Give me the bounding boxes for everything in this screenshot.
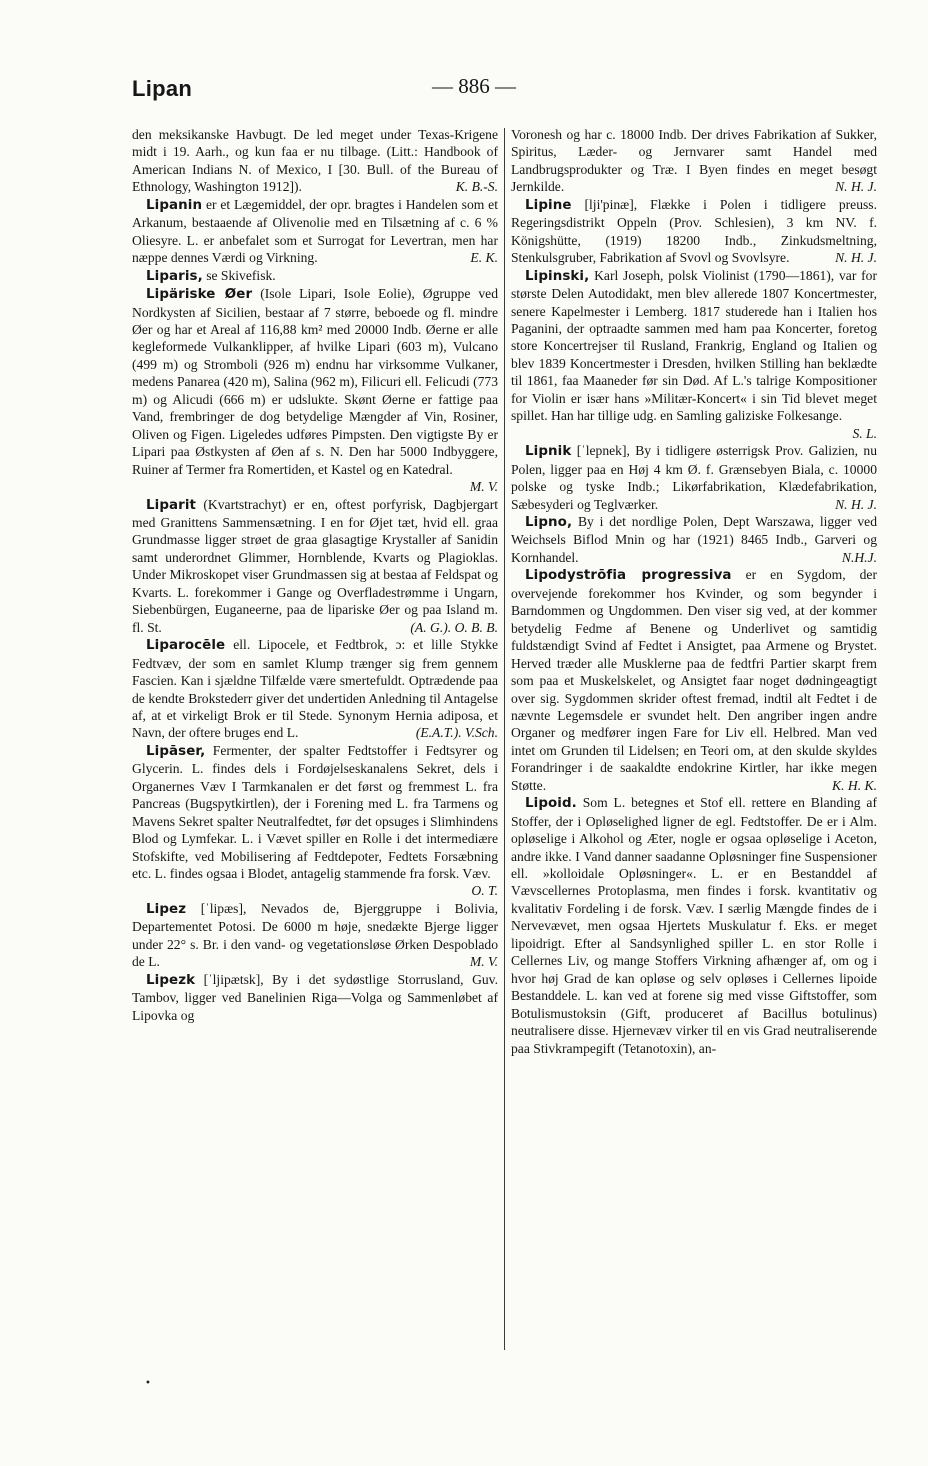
dictionary-entry (132, 196, 498, 267)
entry-signature: N. H. J. (835, 179, 877, 195)
entry-headword: Lipno, (525, 514, 573, 530)
dictionary-entry (132, 126, 498, 196)
dictionary-entry (132, 267, 498, 285)
entry-signature: S. L. (852, 425, 877, 441)
entry-signature: N. H. J. (835, 496, 877, 512)
entry-signature: (E.A.T.). V.Sch. (415, 725, 498, 741)
entry-headword: Lipoid. (525, 796, 577, 812)
entry-text: Karl Joseph, polsk Violinist (1790—1861), var for største Delen Autodidakt, men blev allerede 1807 Koncertmester, senere Kapelmester i Lemberg. 1817 studerede han i Italien hos Paganini, der optraadte sammen med ham paa Koncerter, foretog store Koncertrejser til Rusland, Frankrig, England og Italien og blev 1839 Koncertmester i Dresden, hvilken Stilling han beklædte til 1861, faa Maaneder før sin Død. Af L.'s talrige Kompositioner for Violin er især hans »Militær-Koncert« i sin Tid blevet meget spillet. Han har tillige udg. en Samling galiziske Folkesange. (511, 267, 877, 424)
dictionary-entry (132, 742, 498, 900)
entry-headword: Lipine (525, 197, 572, 213)
entry-headword: Lipanin (146, 197, 203, 213)
entry-headword: Liparit (146, 497, 197, 513)
entry-headword: Lipodystrōfia progressiva (525, 568, 732, 584)
column-rule (504, 128, 505, 1350)
entry-text: [ˈlepnek], By i tidligere østerrigsk Prov. Galizien, nu Polen, ligger paa en Høj 4 km Ø. f. Grænsebyen Biala, c. 10000 polske og tyske Indb.; Likørfabrikation, Klædefabrikation, Sæbesyderi og Teglværker. (511, 443, 877, 512)
entry-text: (Kvartstrachyt) er en, oftest porfyrisk, Dagbjergart med Granittens Sammensætning. I en for Øjet tæt, hvid ell. graa Grundmasse ligger strøet de graa glasagtige Krystaller af Sanidin samt underordnet Glimmer, Hornblende, Kvarts og Plagioklas. Under Mikroskopet viser Grundmassen sig at bestaa af Feldspat og Kvarts. L. forekommer i Gange og Overfladestrømme i Ungarn, Siebenbürgen, Euganeerne, paa de lipariske Øer og paa Island m. fl. St. (132, 496, 498, 635)
entry-text: [ˈljipætsk], By i det sydøstlige Storrusland, Guv. Tambov, ligger ved Banelinien Riga—Volga og Sammenløbet af Lipovka og (132, 971, 498, 1023)
page-header (132, 68, 802, 102)
dictionary-entry (511, 566, 877, 794)
entry-headword: Lipezk (146, 972, 196, 988)
entry-text: Voronesh og har c. 18000 Indb. Der drives Fabrikation af Sukker, Spiritus, Læder- og Jernvarer samt Handel med Landbrugsprodukter og Træ. I Byen findes en meget besøgt Jernkilde. (511, 127, 877, 195)
entry-headword: Liparis, (146, 268, 203, 284)
entry-headword: Lipnik (525, 444, 572, 460)
entry-headword: Liparocēle (146, 638, 226, 654)
dictionary-entry (132, 900, 498, 971)
dictionary-entry (511, 196, 877, 267)
entry-headword: Lipäriske Øer (146, 287, 253, 303)
entry-text: Fermenter, der spalter Fedtstoffer i Fedtsyrer og Glycerin. L. findes dels i Fordøjelseskanalens Sekret, dels i Organernes Væv I Tarmkanalen er det først og fremmest L. fra Pancreas (Bugspytkirtlen), der i Forening med L. fra Tarmens og Mavens Sekret spalter Neutralfedtet, før det opsuges i Slimhindens Blod og Lymfekar. L. i Vævet spiller en Rolle i det intermediære Stofskifte, ved Mobilisering af Fedtdepoter, Fedtets Forsæbning etc. L. findes ogsaa i Blodet, antagelig stammende fra forsk. Væv. (132, 742, 498, 882)
dictionary-entry (132, 636, 498, 742)
entry-signature: K. B.-S. (455, 179, 498, 195)
dictionary-entry (511, 267, 877, 443)
entry-signature: (A. G.). O. B. B. (410, 619, 498, 635)
right-column (511, 126, 877, 1348)
dictionary-entry (132, 285, 498, 495)
dictionary-entry (132, 971, 498, 1024)
entry-text: Som L. betegnes et Stof ell. rettere en Blanding af Stoffer, der i Opløselighed ligner de egl. Fedtstoffer. De er i Alm. opløselige i Alkohol og Æter, nogle er ogsaa opløselige i Aceton, andre ikke. I Vand danner saadanne Opløsninger fine Suspensioner ell. »kolloidale Opløsninger«. L. er en Bestanddel af Vævscellernes Protoplasma, men findes i forsk. kvantitativ og kvalitativ Fordeling i de forsk. Væv. I særlig Mængde findes de i Nervevævet, men ogsaa Hjertets Muskulatur f. Eks. er meget lipoidrigt. Efter al Sandsynlighed spiller L. en stor Rolle i Cellernes Liv, og mange Stoffers Virkning afhænger af, om og i hvor høj Grad de kan opløse og selv opløses i Cellernes lipoide Bestanddele. L. kan ved at forene sig med visse Giftstoffer, som Botulismustoksin (Gift, produceret af Bacillus botulinus) neutralisere disse. Hjernevæv virker til en vis Grad neutraliserende paa Stivkrampegift (Tetanotoxin), an- (511, 795, 877, 1056)
entry-text: ell. Lipocele, et Fedtbrok, ɔ: et lille Stykke Fedtvæv, der som en samlet Klump trænger sig frem gennem Fascien. Kan i sjældne Tilfælde være smertefuldt. Optrædende paa de kendte Brokstederr giver det undertiden Anledning til Antagelse af, at et virkeligt Brok er til Stede. Synonym Hernia adiposa, et Navn, der oftere bruges end L. (132, 637, 498, 741)
dictionary-entry (132, 496, 498, 637)
dictionary-entry (511, 442, 877, 513)
dictionary-entry (511, 794, 877, 1057)
entry-signature: O. T. (471, 883, 498, 899)
running-head: Lipan (132, 76, 193, 101)
text-columns (132, 126, 882, 1366)
left-column (132, 126, 498, 1348)
entry-text: den meksikanske Havbugt. De led meget under Texas-Krigene midt i 19. Aarh., og kun faa er nu tilbage. (Litt.: Handbook of American Indians N. of Mexico, I [30. Bull. of the Bureau of Ethnology, Washington 1912]). (132, 127, 498, 195)
entry-signature: K. H. K. (832, 777, 877, 793)
entry-signature: E. K. (470, 250, 498, 266)
footer-mark: • (145, 1378, 151, 1389)
entry-text: er et Lægemiddel, der opr. bragtes i Handelen som et Arkanum, bestaaende af Olivenolie med en Tilsætning af c. 6 % Oliesyre. L. er anbefalet som et Surrogat for Levertran, men har næppe dennes Værdi og Virkning. (132, 196, 498, 266)
dictionary-entry (511, 513, 877, 566)
entry-headword: Lipinski, (525, 268, 590, 284)
entry-signature: M. V. (469, 479, 498, 495)
entry-headword: Lipez (146, 901, 187, 917)
page-number: — 886 — (432, 74, 516, 98)
entry-text: [ˈlipæs], Nevados de, Bjerggruppe i Bolivia, Departementet Potosi. De 6000 m høje, snedækte Bjerge ligger under 22° s. Br. i den vand- og vegetationsløse Ørken Despoblado de L. (132, 900, 498, 970)
dictionary-entry (511, 126, 877, 196)
entry-signature: N. H. J. (835, 250, 877, 266)
entry-signature: N.H.J. (841, 549, 877, 565)
entry-text: (Isole Lipari, Isole Eolie), Øgruppe ved Nordkysten af Sicilien, bestaar af 7 større, beboede og fl. mindre Øer og har et Areal af 116,88 km² med 20000 Indb. Øerne er alle kegleformede Vulkanklipper, af hvilke Lipari (603 m), Vulcano (499 m) og Stromboli (926 m) endnu har virksomme Vulkaner, medens Panarea (420 m), Salina (962 m), Filicuri ell. Felicudi (773 m) og Alicudi (666 m) er udslukte. Skønt Øerne er fattige paa Vand, frembringer de dog betydelige Mængder af Vin, Rosiner, Oliven og Figen. Ligeledes udføres Pimpsten. Den vigtigste By er Lipari paa Østkysten af Øen af s. N. Den har 5000 Indbyggere, Ruiner af Termer fra Romertiden, et Kastel og en Katedral. (132, 286, 498, 477)
entry-text: er en Sygdom, der overvejende forekommer hos Kvinder, og som begynder i Barndommen og Ungdommen. Den viser sig ved, at der kommer betydelig Fedme af Benene og Underlivet og samtidig fuldstændigt Svind af Fedtet i Ansigtet, paa Armene og Brystet. Herved træder alle Musklerne paa de fedtfri Partier skarpt frem som paa et Muskelskelet, og Ansigtet faar noget dødningeagtigt over sig. Sygdommen skrider oftest fremad, indtil alt Fedtet i de nævnte Legemsdele er svundet helt. Den angriber ingen andre Organer og medfører ingen Fare for Liv ell. Helbred. Man ved intet om Grunden til Lidelsen; en Teori om, at den skulde skyldes Forandringer i de saakaldte endokrine Kirtler, har ikke megen Støtte. (511, 567, 877, 793)
entry-signature: M. V. (469, 954, 498, 970)
entry-headword: Lipāser, (146, 743, 206, 759)
entry-text: se Skivefisk. (206, 267, 276, 283)
entry-text: By i det nordlige Polen, Dept Warszawa, ligger ved Weichsels Biflod Mnin og har (1921) 8465 Indb., Garveri og Kornhandel. (511, 513, 877, 565)
entry-text: [lji'pinæ], Flække i Polen i tidligere preuss. Regeringsdistrikt Oppeln (Prov. Schlesien), 3 km NV. f. Königshütte, (1919) 18200 Indb., Zinkudsmeltning, Stenkulsgruber, Fabrikation af Svovl og Svovlsyre. (511, 196, 877, 266)
